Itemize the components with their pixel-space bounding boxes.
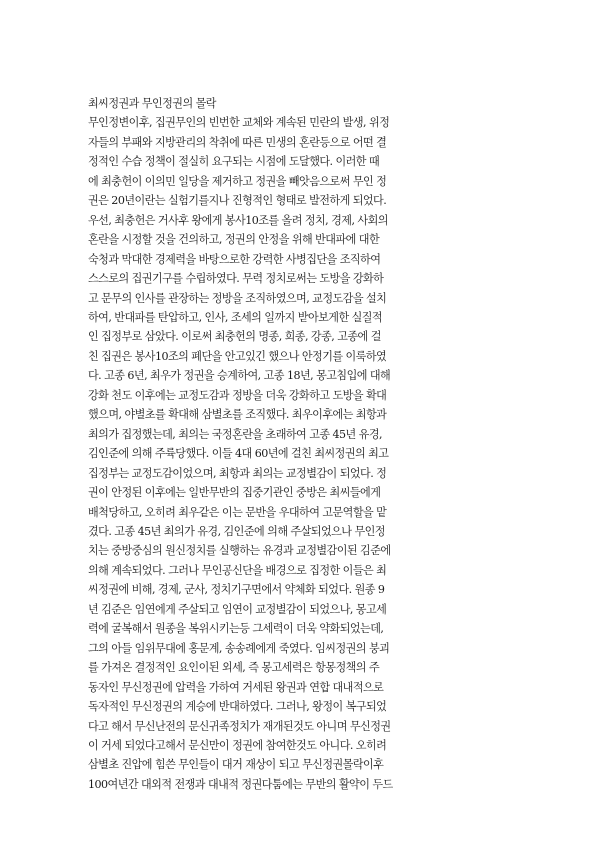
document-title: 최씨정권과 무인정권의 몰락 [88,97,216,110]
text-line: 최의가 집정했는데, 최의는 국정혼란을 초래하여 고종 45년 유경, [88,427,382,441]
document-paragraph [88,113,510,794]
text-line: 하여, 반대파를 탄압하고, 인사, 조세의 일까지 받아보게한 실질적 [88,310,383,324]
text-line: 100여년간 대외적 전쟁과 대내적 정권다툼에는 무반의 활약이 두드 [88,777,393,791]
text-line: 친 집권은 봉사10조의 폐단을 안고있긴 했으나 안정기를 이룩하였 [88,349,387,363]
text-line: 삼별초 진압에 힘쓴 무인들이 대거 재상이 되고 무신정권몰락이후 [88,758,384,772]
text-line: 겼다. 고종 45년 최의가 유경, 김인준에 의해 주살되었으나 무인정 [88,524,385,538]
text-line: 에 최충헌이 이의민 일당을 제거하고 정권을 빼앗음으로써 무인 정 [88,174,387,188]
text-line: 했으며, 야별초를 확대해 삼별초를 조직했다. 최우이후에는 최항과 [88,408,387,422]
text-line: 력에 굴복해서 원종을 복위시키는등 그세력이 더욱 약화되었는데, [88,622,384,636]
text-line: 다고 해서 무신난전의 문신귀족정치가 재개된것도 아니며 무신정권 [88,719,391,733]
text-line: 스스로의 집권기구를 수립하였다. 무력 정치로써는 도방을 강화하 [88,272,384,286]
text-line: 독자적인 무신정권의 계승에 반대하였다. 그러나, 왕정이 복구되었 [88,700,387,714]
text-line: 정적인 수습 정책이 절실히 요구되는 시점에 도달했다. 이러한 때 [88,155,380,169]
text-line: 이 거세 되었다고해서 문신만이 정권에 참여한것도 아니다. 오히려 [88,738,387,752]
text-line: 를 가져온 결정적인 요인이된 외세, 즉 몽고세력은 항몽정책의 주 [88,661,380,675]
text-line: 치는 중방중심의 원신정치를 실행하는 유경과 교정별감이된 김준에 [88,544,391,558]
text-line: 그의 아들 임위무대에 홍문계, 송송례에게 죽였다. 임씨정권의 붕괴 [88,641,390,655]
text-line: 권은 20년이란는 실험기를지나 진형적인 형태로 발전하게 되었다. [88,194,387,208]
text-line: 강화 천도 이후에는 교정도감과 정방을 더욱 강화하고 도방을 확대 [88,388,387,402]
document-body [88,94,510,794]
text-line: 우선, 최충헌은 거사후 왕에게 봉사10조를 올려 정치, 경제, 사회의 [88,213,388,227]
text-line: 년 김준은 임연에게 주살되고 임연이 교정별감이 되었으나, 몽고세 [88,602,387,616]
text-line: 다. 고종 6년, 최우가 정권을 승계하여, 고종 18년, 몽고침입에 대해 [88,369,391,383]
text-line: 무인정변이후, 집권무인의 빈번한 교체와 계속된 민란의 발생, 위정 [88,116,390,130]
text-line: 의해 계속되었다. 그러나 무인공신단을 배경으로 집정한 이들은 최 [88,563,387,577]
text-line: 혼란을 시정할 것을 건의하고, 정권의 안정을 위해 반대파에 대한 [88,233,380,247]
text-line: 권이 안정된 이후에는 일반무반의 집중기관인 중방은 최씨들에게 [88,486,381,500]
text-line: 배척당하고, 오히려 최우같은 이는 문반을 우대하여 고문역할을 맡 [88,505,387,519]
text-line: 인 집정부로 삼았다. 이로써 최충헌의 명종, 희종, 강종, 고종에 걸 [88,330,381,344]
text-line: 동자인 무신정권에 압력을 가하여 거세된 왕권과 연합 대내적으로 [88,680,384,694]
text-line: 자들의 부패와 지방관리의 착취에 따른 민생의 혼란등으로 어떤 결 [88,135,387,149]
text-line: 김인준에 의해 주륙당했다. 이들 4대 60년에 걸친 최씨정권의 최고 [88,447,389,461]
text-line: 집정부는 교정도감이었으며, 최항과 최의는 교정별감이 되었다. 정 [88,466,387,480]
text-line: 씨정권에 비해, 경제, 군사, 정치기구면에서 약체화 되었다. 원종 9 [88,583,385,597]
text-line: 고 문무의 인사를 관장하는 정방을 조직하였으며, 교정도감을 설치 [88,291,387,305]
text-line: 숙청과 막대한 경제력을 바탕으로한 강력한 사병집단을 조직하여 [88,252,381,266]
